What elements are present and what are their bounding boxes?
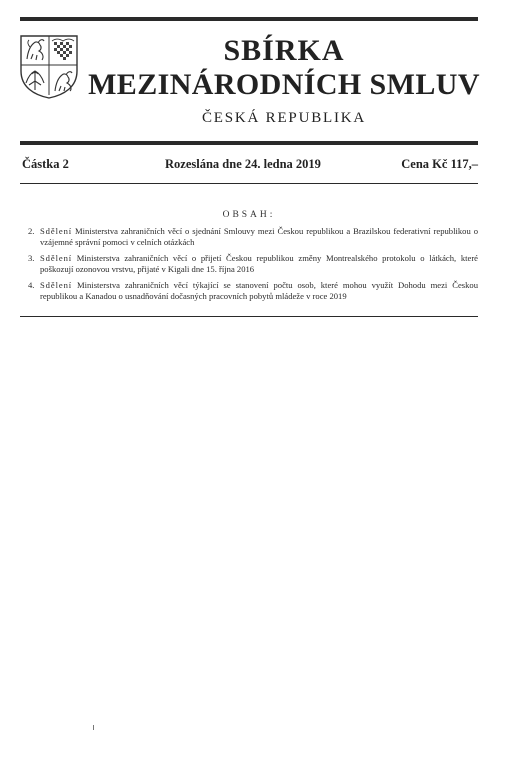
- contents-item-number: 3.: [28, 253, 35, 263]
- contents-item: [28, 226, 478, 248]
- contents-item-number: 2.: [28, 226, 35, 236]
- contents-item-text: Ministerstva zahraničních věcí o přijetí Českou republikou změny Montrealského protokolu o látkách, které poškozují ozonovou vrstvu, přijaté v Kigali dne 15. října 2016: [40, 253, 478, 274]
- contents-item: [28, 253, 478, 275]
- czech-coat-of-arms-icon: [18, 33, 80, 99]
- contents-item-text: Ministerstva zahraničních věcí o sjednání Smlouvy mezi Českou republikou a Brazilskou federativní republikou o vzájemné správní pomoci v celních otázkách: [40, 226, 478, 247]
- issue-rule: [20, 183, 478, 184]
- top-rule: [20, 17, 478, 21]
- scan-mark: [93, 725, 94, 730]
- country-subtitle: ČESKÁ REPUBLIKA: [201, 110, 367, 126]
- contents-list: [28, 226, 478, 307]
- contents-item-lead: Sdělení: [40, 280, 73, 290]
- contents-item-lead: Sdělení: [40, 226, 73, 236]
- contents-item-number: 4.: [28, 280, 35, 290]
- contents-heading: OBSAH:: [222, 210, 276, 220]
- issue-part: Částka 2: [22, 157, 69, 171]
- collection-title-line2: MEZINÁRODNÍCH SMLUV: [88, 68, 480, 101]
- issue-price: Cena Kč 117,–: [401, 157, 478, 171]
- header-rule: [20, 141, 478, 145]
- contents-item: [28, 280, 478, 302]
- collection-title: SBÍRKA: [223, 34, 345, 67]
- contents-item-text: Ministerstva zahraničních věcí týkající se stanovení počtu osob, které mohou využít Dohodu mezi Českou republikou a Kanadou o usnadňování dočasných pracovních pobytů mládeže v roce 2019: [40, 280, 478, 301]
- contents-item-lead: Sdělení: [40, 253, 73, 263]
- issue-distribution-date: Rozeslána dne 24. ledna 2019: [165, 157, 321, 171]
- contents-end-rule: [20, 316, 478, 317]
